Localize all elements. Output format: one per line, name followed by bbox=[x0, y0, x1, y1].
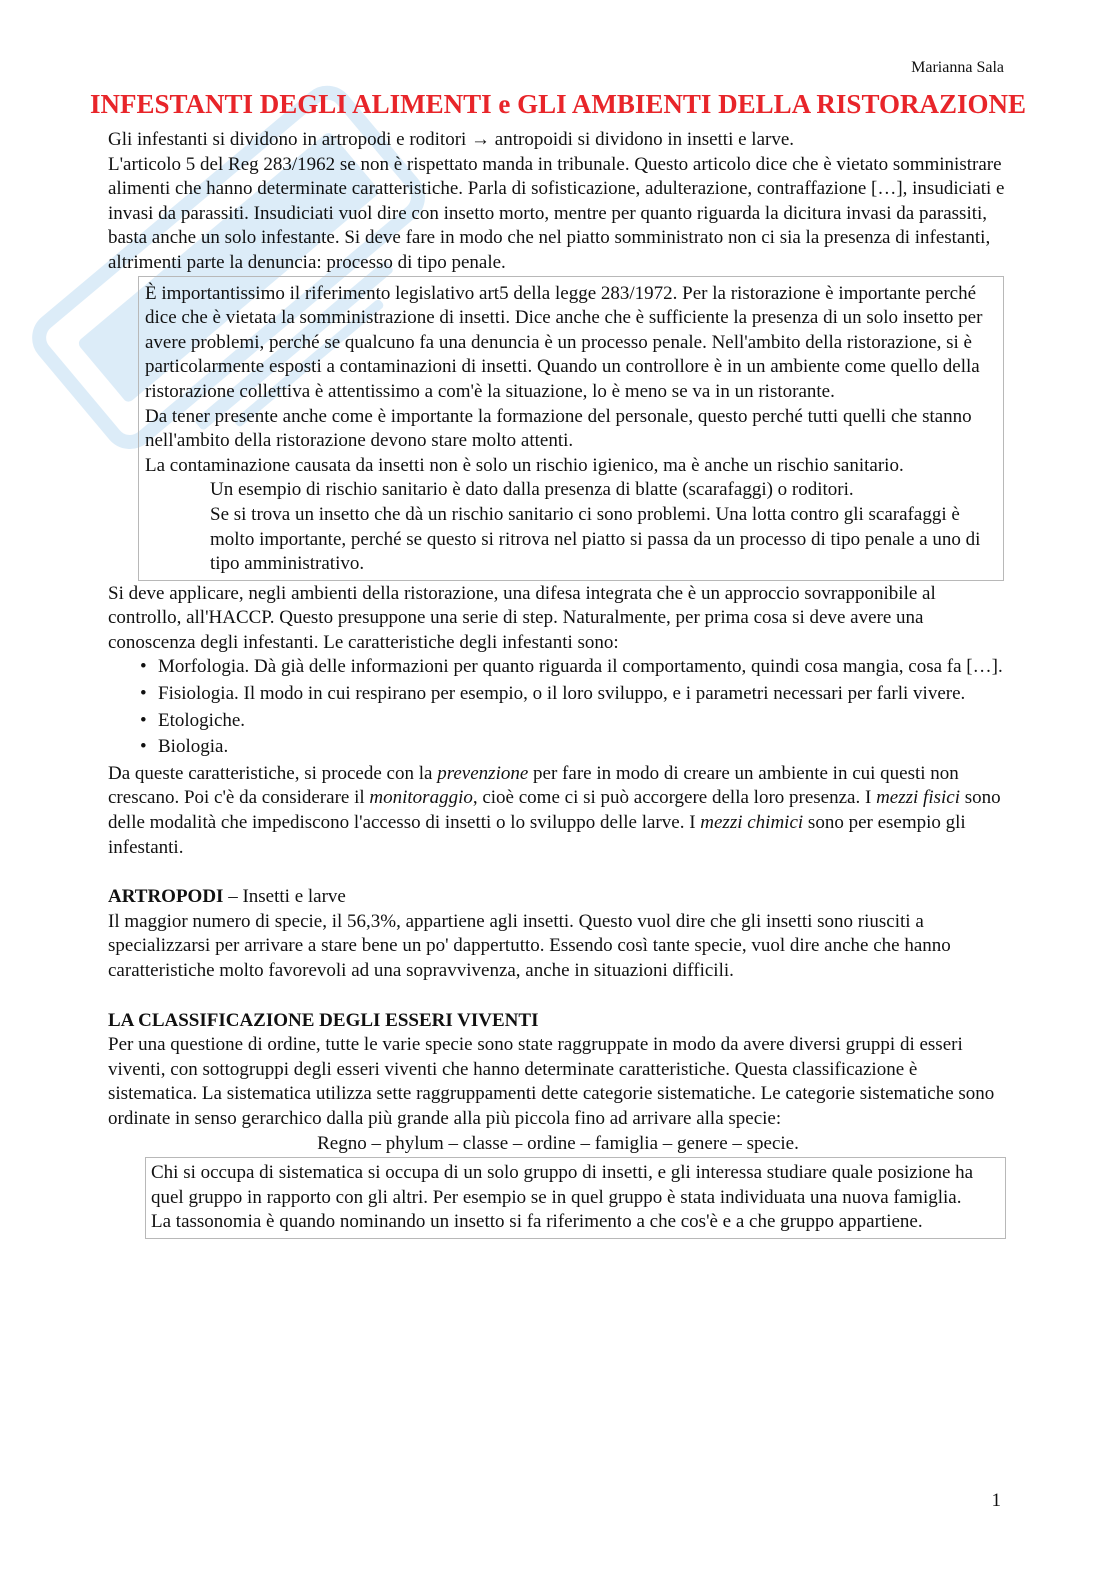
bullet-icon: • bbox=[140, 709, 147, 731]
document-body bbox=[108, 128, 1008, 1239]
defense-paragraph: Si deve applicare, negli ambienti della ristorazione, una difesa integrata che è un approccio sovrapponibile al controllo, all'HACCP. Questo presuppone una serie di step. Naturalmente, per prima cosa si deve avere una conoscenza degli infestanti. Le caratteristiche degli infestanti sono: bbox=[108, 582, 936, 653]
bullet-icon: • bbox=[140, 736, 147, 758]
box-paragraph: È importantissimo il riferimento legislativo art5 della legge 283/1972. Per la ristorazione è importante perché dice che è vietata la somministrazione di insetti. Dice anche che è sufficiente la presenza di un solo insetto per avere problemi, perché se qualcuno fa una denuncia è un processo penale. Nell'ambito della ristorazione, si è particolarmente esposti a contaminazioni di insetti. Quando un controllore è in un ambiente come quello della ristorazione collettiva è attentissimo a com'è la situazione, lo è meno se va in un ristorante. bbox=[145, 282, 983, 402]
box-indented-paragraph: Un esempio di rischio sanitario è dato dalla presenza di blatte (scarafaggi) o roditori. bbox=[210, 479, 854, 501]
taxonomy-box bbox=[145, 1157, 1006, 1239]
emphasis-monitoraggio: monitoraggio bbox=[369, 787, 473, 809]
prevention-paragraph: Da queste caratteristiche, si procede con la prevenzione per fare in modo di creare un ambiente in cui questi non crescano. Poi c'è da considerare il monitoraggio, cioè come ci si può accorgere della loro presenza. I mezzi fisici sono delle modalità che impediscono l'accesso di insetti o lo sviluppo delle larve. I mezzi chimici sono per esempio gli infestanti. bbox=[108, 762, 1001, 858]
list-item: • Fisiologia. Il modo in cui respirano per esempio, o il loro sviluppo, e i parametri necessari per farli vivere. bbox=[108, 682, 1008, 707]
emphasis-prevenzione: prevenzione bbox=[437, 762, 529, 784]
emphasis-mezzi-fisici: mezzi fisici bbox=[876, 787, 960, 809]
artropodi-heading: ARTROPODI – Insetti e larve bbox=[108, 886, 346, 908]
bullet-icon: • bbox=[140, 656, 147, 678]
classificazione-paragraph: Per una questione di ordine, tutte le varie specie sono state raggruppate in modo da avere diversi gruppi di esseri viventi, con sottogruppi degli esseri viventi che hanno determinate caratteristiche. Questa classificazione è sistematica. La sistematica utilizza sette raggruppamenti dette categorie sistematiche. Le categorie sistematiche sono ordinate in senso gerarchico dalla più grande alla più piccola fino ad arrivare alla specie: bbox=[108, 1034, 995, 1129]
intro-paragraph: L'articolo 5 del Reg 283/1962 se non è rispettato manda in tribunale. Questo articolo dice che è vietato somministrare alimenti che hanno determinate caratteristiche. Parla di sofisticazione, adulterazione, contraffazione […], insudiciati e invasi da parassiti. Insudiciati vuol dire con insetto morto, mentre per quanto riguarda la dicitura invasi da parassiti, basta anche un solo infestante. Si deve fare in modo che nel piatto somministrato non ci sia la presenza di infestanti, altrimenti parte la denuncia: processo di tipo penale. bbox=[108, 153, 1005, 273]
box-indented-paragraph: Se si trova un insetto che dà un rischio sanitario ci sono problemi. Una lotta contro gli scarafaggi è molto importante, perché se questo si ritrova nel piatto si passa da un processo di tipo penale a uno di tipo amministrativo. bbox=[210, 503, 981, 575]
page-number: 1 bbox=[991, 1490, 1001, 1511]
legislation-box bbox=[138, 276, 1004, 581]
box-paragraph: Chi si occupa di sistematica si occupa di un solo gruppo di insetti, e gli interessa studiare quale posizione ha quel gruppo in rapporto con gli altri. Per esempio se in quel gruppo è stata individuata una nuova famiglia. bbox=[151, 1162, 974, 1208]
bullet-icon: • bbox=[140, 683, 147, 705]
list-item: • Biologia. bbox=[108, 735, 1008, 760]
classificazione-heading: LA CLASSIFICAZIONE DEGLI ESSERI VIVENTI bbox=[108, 1009, 539, 1031]
document-title: INFESTANTI DEGLI ALIMENTI e GLI AMBIENTI DELLA RISTORAZIONE bbox=[90, 89, 1026, 119]
box-paragraph: Da tener presente anche come è importante la formazione del personale, questo perché tutti quelli che stanno nell'ambito della ristorazione devono stare molto attenti. bbox=[145, 405, 972, 452]
intro-paragraph: Gli infestanti si dividono in artropodi e roditori → antropoidi si dividono in insetti e larve. bbox=[108, 129, 795, 150]
box-paragraph: La tassonomia è quando nominando un insetto si fa riferimento a che cos'è e a che gruppo appartiene. bbox=[151, 1211, 923, 1233]
list-item: • Morfologia. Dà già delle informazioni per quanto riguarda il comportamento, quindi cosa mangia, cosa fa […]. bbox=[108, 655, 1008, 680]
author-name: Marianna Sala bbox=[911, 59, 1004, 76]
artropodi-paragraph: Il maggior numero di specie, il 56,3%, appartiene agli insetti. Questo vuol dire che gli insetti sono riusciti a specializzarsi per arrivare a stare bene un po' dappertutto. Essendo così tante specie, vuol dire anche che hanno caratteristiche molto favorevoli ad una sopravvivenza, anche in situazioni difficili. bbox=[108, 910, 951, 981]
hierarchy-line: Regno – phylum – classe – ordine – famiglia – genere – specie. bbox=[317, 1132, 799, 1154]
emphasis-mezzi-chimici: mezzi chimici bbox=[700, 812, 804, 834]
characteristics-list bbox=[108, 655, 1008, 759]
list-item: • Etologiche. bbox=[108, 709, 1008, 734]
box-paragraph: La contaminazione causata da insetti non è solo un rischio igienico, ma è anche un rischio sanitario. bbox=[145, 454, 904, 476]
